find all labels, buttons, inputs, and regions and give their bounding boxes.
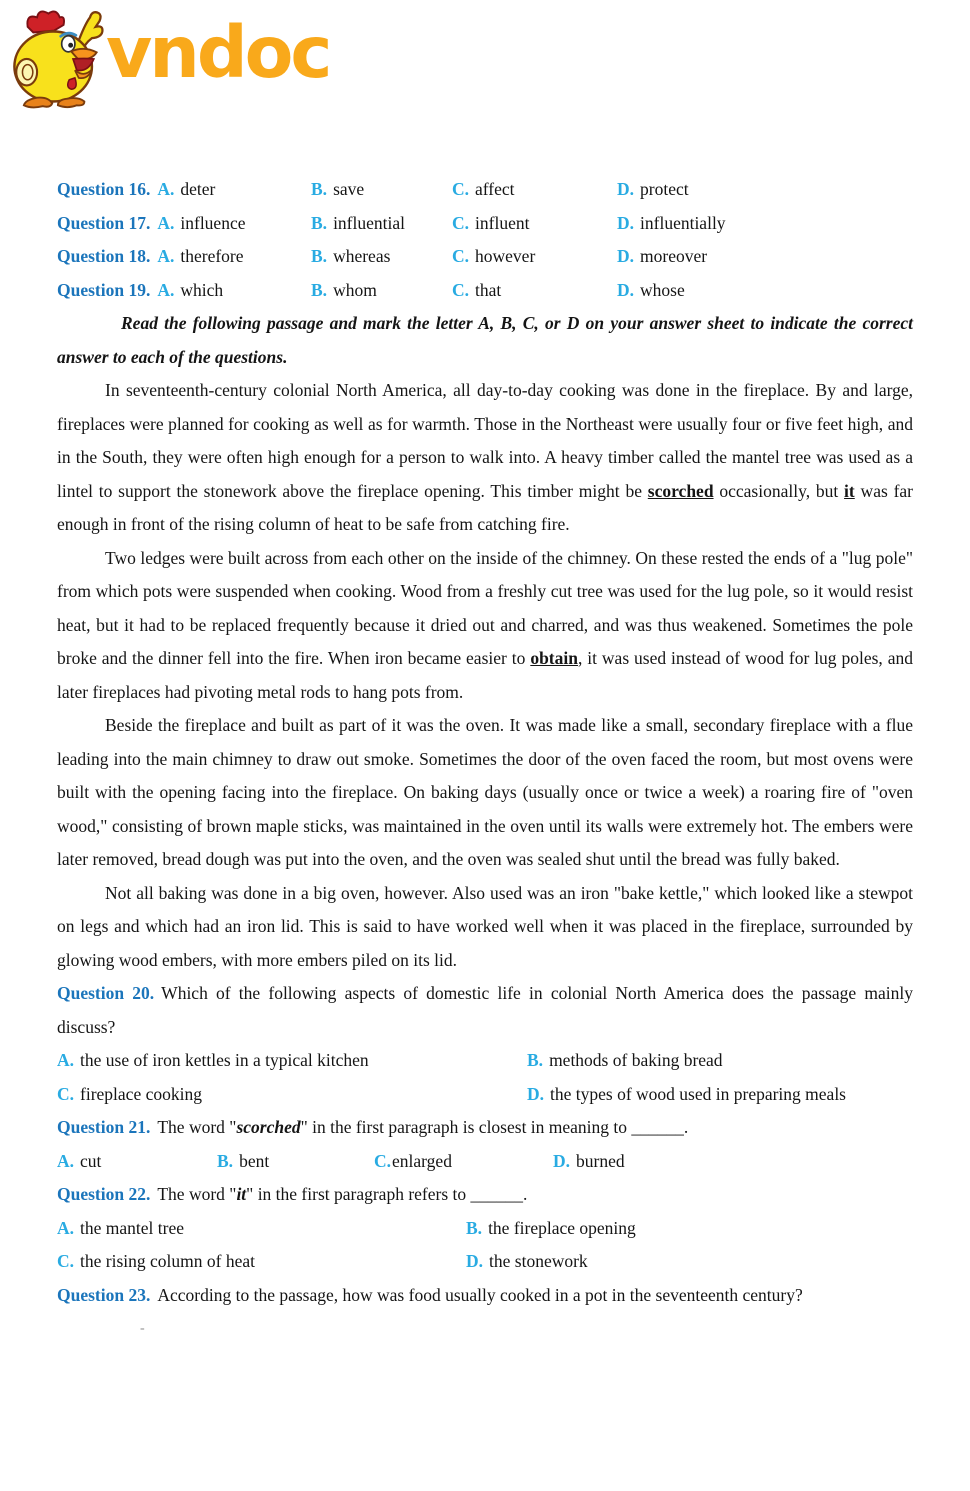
stem-text: The word " bbox=[157, 1184, 237, 1204]
question-19-cell-c bbox=[452, 274, 617, 308]
question-21-stem bbox=[57, 1111, 913, 1145]
option-text-c: however bbox=[475, 246, 536, 266]
option-letter-b: B. bbox=[311, 179, 328, 199]
option-text-c: that bbox=[475, 279, 502, 300]
question-19-cell-d bbox=[617, 274, 913, 308]
option-text-b: whereas bbox=[333, 246, 391, 266]
question-label: Question 18. bbox=[57, 246, 151, 266]
option-letter-d: D. bbox=[617, 179, 635, 199]
option-text-b: bent bbox=[239, 1150, 270, 1171]
question-22-option-b bbox=[466, 1212, 913, 1246]
paragraph-text: , it was used instead of wood for lug poles, and later fireplaces had pivoting metal rods to hang pots from. bbox=[57, 648, 913, 702]
option-text-a: cut bbox=[80, 1150, 102, 1171]
option-text-a: the use of iron kettles in a typical kitchen bbox=[80, 1050, 369, 1070]
question-22-option-c bbox=[57, 1245, 466, 1279]
question-label: Question 22. bbox=[57, 1184, 151, 1204]
option-letter-b: B. bbox=[311, 246, 328, 266]
option-text-d: protect bbox=[640, 179, 689, 199]
passage-paragraph-1 bbox=[57, 374, 913, 542]
paragraph-text: occasionally, but bbox=[713, 480, 845, 501]
option-letter-d: D. bbox=[617, 212, 635, 233]
option-text-b: whom bbox=[333, 279, 377, 300]
question-16-cell-a bbox=[57, 173, 311, 207]
option-letter-c: C. bbox=[57, 1251, 75, 1271]
option-letter-b: B. bbox=[527, 1050, 544, 1070]
question-20-options-row-1 bbox=[57, 1044, 913, 1078]
paragraph-text: In seventeenth-century colonial North America, all day-to-day cooking was done in the fireplace. By and large, fireplaces were planned for cooking as well as for warmth. Those in the Northeast were usually four or five feet high, and in the South, they were often high enough for a person to walk into. A heavy timber called the mantel tree was used as a lintel to support the stonework above the fireplace opening. This timber might be bbox=[57, 380, 913, 501]
document-content bbox=[57, 173, 913, 1346]
option-letter-d: D. bbox=[527, 1083, 545, 1104]
option-letter-b: B. bbox=[311, 279, 328, 300]
question-16-cell-c bbox=[452, 173, 617, 207]
option-text-d: influentially bbox=[640, 212, 726, 233]
question-16-cell-d bbox=[617, 173, 913, 207]
question-20-option-b bbox=[527, 1044, 913, 1078]
quoted-word-it: it bbox=[236, 1184, 247, 1204]
stem-text: The word " bbox=[157, 1117, 237, 1137]
option-letter-c: C. bbox=[452, 212, 470, 233]
question-18-cell-d bbox=[617, 240, 913, 274]
passage-paragraph-2 bbox=[57, 542, 913, 710]
option-letter-a: A. bbox=[57, 1150, 75, 1171]
option-letter-d: D. bbox=[553, 1150, 571, 1171]
option-letter-b: B. bbox=[217, 1150, 234, 1171]
keyword-obtain: obtain bbox=[530, 648, 578, 668]
option-letter-a: A. bbox=[157, 179, 175, 199]
question-label: Question 20. bbox=[57, 983, 155, 1003]
question-21-options-row bbox=[57, 1145, 913, 1179]
question-23-stem bbox=[57, 1279, 913, 1313]
option-letter-b: B. bbox=[466, 1217, 483, 1238]
question-label: Question 19. bbox=[57, 279, 151, 300]
question-17-cell-b bbox=[311, 207, 452, 241]
option-text-c: influent bbox=[475, 212, 530, 233]
option-letter-a: A. bbox=[157, 279, 175, 300]
keyword-scorched: scorched bbox=[647, 480, 714, 501]
option-letter-b: B. bbox=[311, 212, 328, 233]
question-22-option-a bbox=[57, 1212, 466, 1246]
question-22-options-row-1 bbox=[57, 1212, 913, 1246]
option-text-b: influential bbox=[333, 212, 405, 233]
vndoc-logo bbox=[8, 6, 330, 110]
option-text-b: save bbox=[333, 179, 365, 199]
passage-paragraph-3: Beside the fireplace and built as part of it was the oven. It was made like a small, secondary fireplace with a flue leading into the main chimney to draw out smoke. Sometimes the door of the oven faced the room, but most ovens were built with the opening facing into the fireplace. On baking days (usually once or twice a week) a roaring fire of "oven wood," consisting of brown maple sticks, was maintained in the oven until its walls were extremely hot. The embers were later removed, bread dough was put into the oven, and the oven was sealed shut until the bread was fully baked. bbox=[57, 715, 913, 869]
option-letter-a: A. bbox=[57, 1050, 75, 1070]
question-label: Question 16. bbox=[57, 179, 151, 199]
section-instruction: Read the following passage and mark the letter A, B, C, or D on your answer sheet to indicate the correct answer to each of the questions. bbox=[57, 313, 913, 367]
keyword-it: it bbox=[844, 480, 855, 501]
option-letter-d: D. bbox=[617, 246, 635, 266]
question-20-stem bbox=[57, 977, 913, 1044]
question-19-cell-b bbox=[311, 274, 452, 308]
question-row-18 bbox=[57, 240, 913, 274]
question-21-option-b bbox=[217, 1145, 374, 1179]
option-text-d: burned bbox=[576, 1150, 625, 1171]
question-21-option-a bbox=[57, 1145, 217, 1179]
paragraph-text: Two ledges were built across from each other on the inside of the chimney. On these rested the ends of a "lug pole" from which pots were suspended when cooking. Wood from a freshly cut tree was used for the lug pole, so it would resist heat, but it had to be replaced frequently because it dried out and charred, and was thus weakened. Sometimes the pole broke and the dinner fell into the fire. When iron became easier to bbox=[57, 547, 913, 668]
question-22-stem bbox=[57, 1178, 913, 1212]
option-text-d: the stonework bbox=[489, 1251, 588, 1271]
paragraph-text: was far enough in front of the rising column of heat to be safe from catching fire. bbox=[57, 480, 913, 534]
question-label: Question 21. bbox=[57, 1117, 151, 1137]
option-text-b: methods of baking bread bbox=[549, 1050, 723, 1070]
option-text-c: affect bbox=[475, 179, 515, 199]
question-20-option-d bbox=[527, 1078, 913, 1112]
option-text-a: the mantel tree bbox=[80, 1217, 184, 1238]
brand-wordmark: vndoc bbox=[106, 10, 330, 94]
option-letter-d: D. bbox=[617, 279, 635, 300]
option-letter-c: C. bbox=[452, 279, 470, 300]
question-18-cell-a bbox=[57, 240, 311, 274]
stem-text: " in the first paragraph is closest in meaning to ______. bbox=[300, 1117, 689, 1137]
option-letter-a: A. bbox=[157, 212, 175, 233]
option-text-a: which bbox=[180, 279, 224, 300]
question-17-cell-c bbox=[452, 207, 617, 241]
question-17-cell-d bbox=[617, 207, 913, 241]
question-row-17 bbox=[57, 207, 913, 241]
option-letter-c: C. bbox=[452, 246, 470, 266]
question-row-16 bbox=[57, 173, 913, 207]
option-text-c: the rising column of heat bbox=[80, 1251, 255, 1271]
question-20-options-row-2 bbox=[57, 1078, 913, 1112]
option-text-a: influence bbox=[180, 212, 246, 233]
quoted-word-scorched: scorched bbox=[236, 1117, 301, 1137]
option-text-a: deter bbox=[180, 179, 216, 199]
option-text-b: the fireplace opening bbox=[488, 1217, 636, 1238]
stem-text: According to the passage, how was food usually cooked in a pot in the seventeenth century? bbox=[157, 1284, 803, 1305]
option-letter-d: D. bbox=[466, 1251, 484, 1271]
stem-text: Which of the following aspects of domestic life in colonial North America does the passage mainly discuss? bbox=[57, 983, 913, 1037]
stem-text: " in the first paragraph refers to ______. bbox=[246, 1184, 528, 1204]
question-20-option-c bbox=[57, 1078, 527, 1112]
question-22-option-d bbox=[466, 1245, 913, 1279]
option-text-d: the types of wood used in preparing meals bbox=[550, 1083, 846, 1104]
question-16-cell-b bbox=[311, 173, 452, 207]
chicken-mascot-icon bbox=[8, 6, 104, 110]
option-text-d: whose bbox=[640, 279, 685, 300]
stray-scan-mark: - bbox=[140, 1321, 145, 1336]
option-text-c: fireplace cooking bbox=[80, 1083, 202, 1104]
question-18-cell-c bbox=[452, 240, 617, 274]
option-letter-c: C. bbox=[452, 179, 470, 199]
option-text-a: therefore bbox=[180, 246, 244, 266]
option-text-c: enlarged bbox=[392, 1150, 452, 1171]
passage-paragraph-4: Not all baking was done in a big oven, however. Also used was an iron "bake kettle," which looked like a stewpot on legs and which had an iron lid. This is said to have worked well when it was placed in the fireplace, surrounded by glowing wood embers, with more embers piled on its lid. bbox=[57, 882, 913, 970]
question-label: Question 23. bbox=[57, 1284, 151, 1305]
question-row-19 bbox=[57, 274, 913, 308]
question-17-cell-a bbox=[57, 207, 311, 241]
question-21-option-d bbox=[553, 1145, 913, 1179]
question-label: Question 17. bbox=[57, 212, 151, 233]
question-20-option-a bbox=[57, 1044, 527, 1078]
question-19-cell-a bbox=[57, 274, 311, 308]
option-letter-c: C. bbox=[374, 1150, 392, 1171]
question-21-option-c bbox=[374, 1145, 553, 1179]
option-letter-a: A. bbox=[57, 1217, 75, 1238]
question-22-options-row-2 bbox=[57, 1245, 913, 1279]
option-letter-c: C. bbox=[57, 1083, 75, 1104]
question-18-cell-b bbox=[311, 240, 452, 274]
option-text-d: moreover bbox=[640, 246, 708, 266]
option-letter-a: A. bbox=[157, 246, 175, 266]
